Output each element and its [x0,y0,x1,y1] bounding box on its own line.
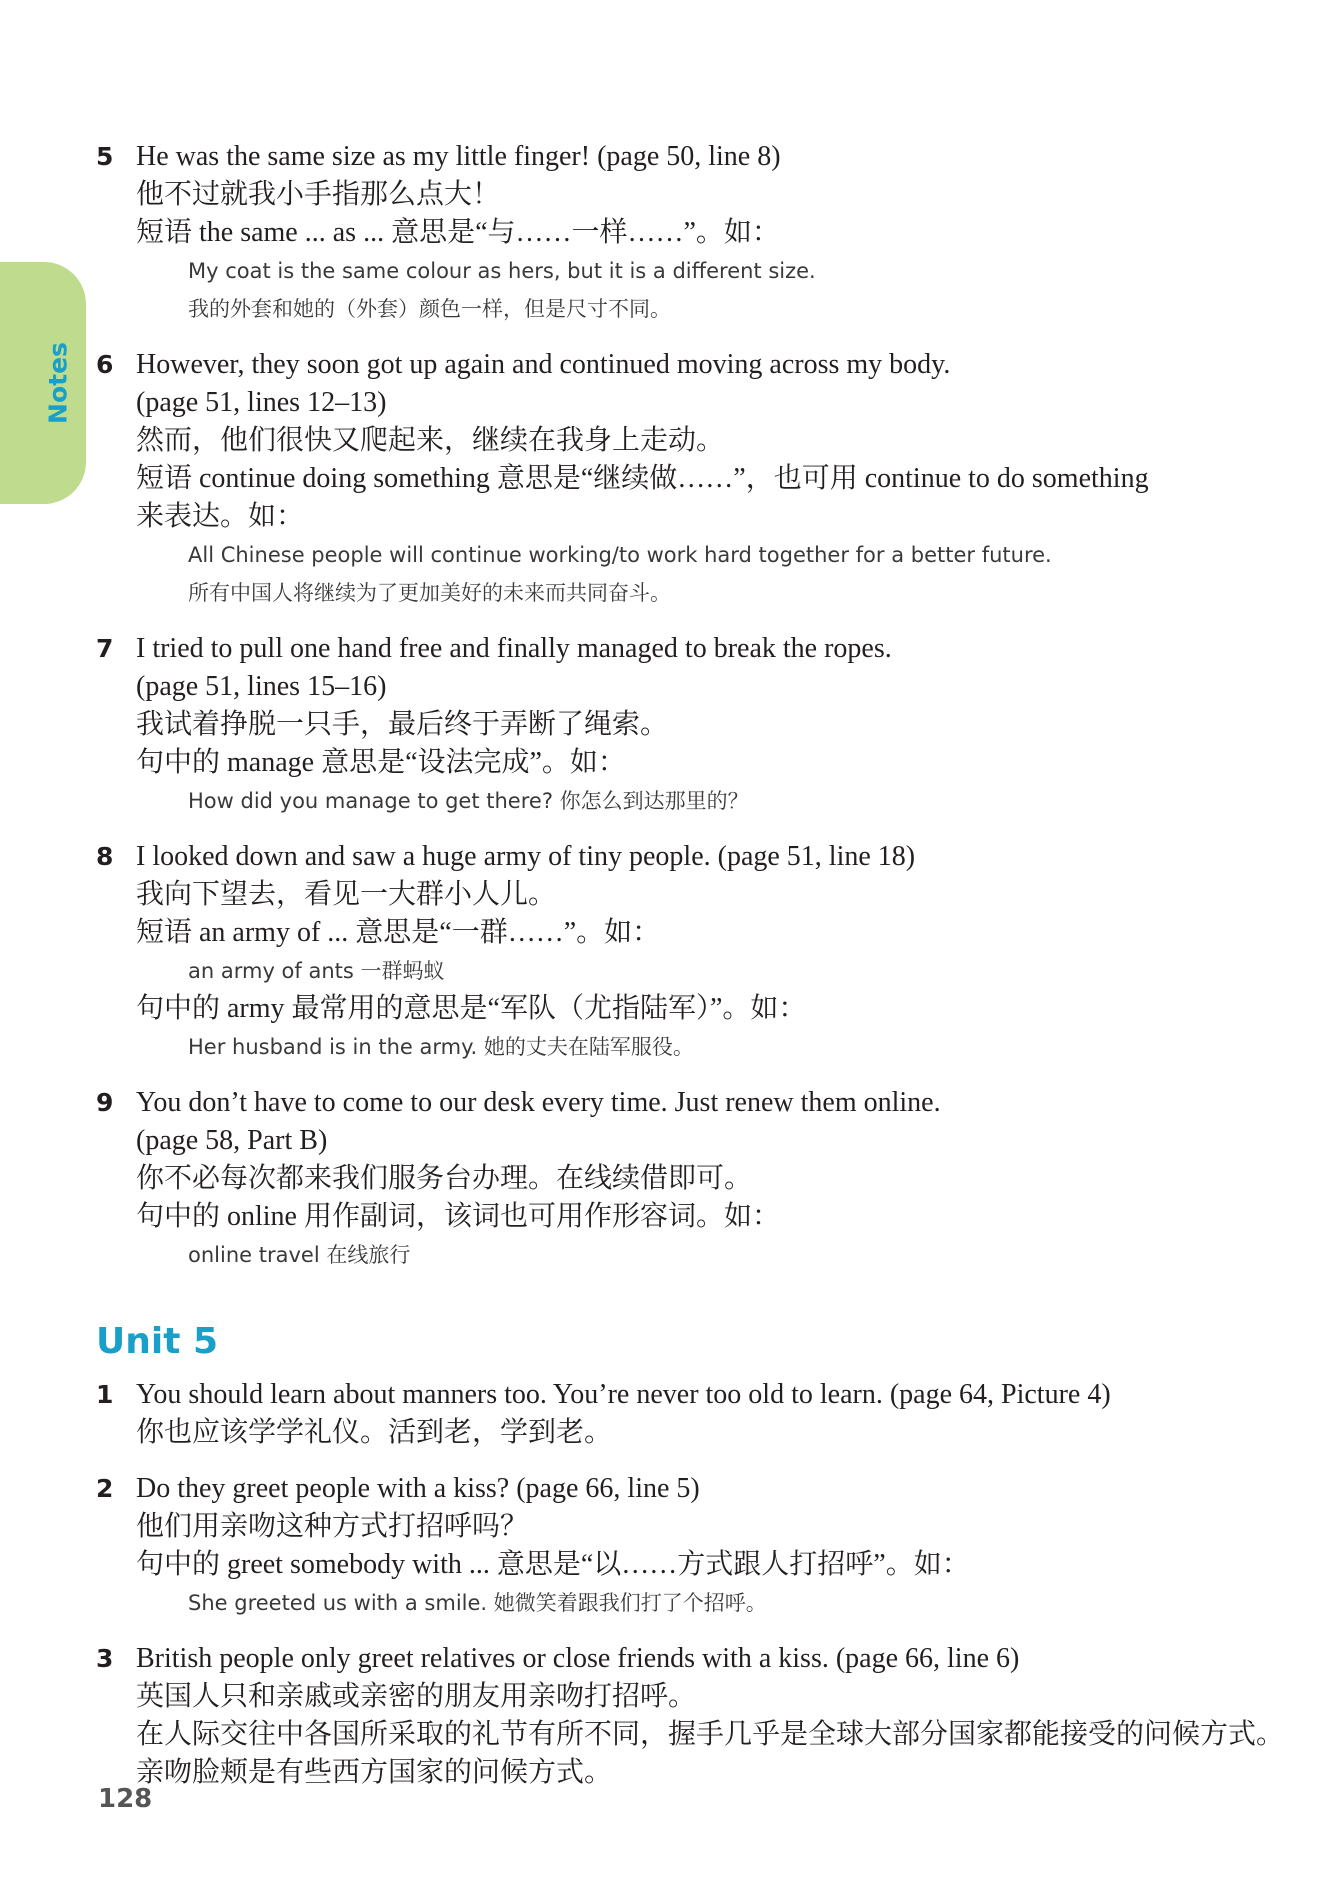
note-line: 你不必每次都来我们服务台办理。在线续借即可。 [136,1163,753,1194]
note-line: 短语 continue doing something 意思是“继续做……”，也可用 continue to do something [136,463,1149,494]
note-item [96,838,1276,1066]
unit-heading: Unit 5 [96,1321,218,1362]
note-line: 句中的 manage 意思是“设法完成”。如： [136,747,626,778]
note-item [96,1640,1285,1792]
example-line: Her husband is in the army. 她的丈夫在陆军服役。 [188,1035,694,1059]
note-line: 他不过就我小手指那么点大！ [136,179,501,210]
note-item [96,630,1276,820]
note-number: 1 [96,1380,114,1409]
note-line: You should learn about manners too. You’re never too old to learn. (page 64, Picture 4) [136,1379,1111,1410]
notes-content [96,138,1285,1810]
example-line: How did you manage to get there? 你怎么到达那里的？ [188,789,749,813]
note-item [96,1084,1276,1274]
example-line: My coat is the same colour as hers, but it is a different size. [188,259,816,283]
note-line: You don’t have to come to our desk every time. Just renew them online. [136,1087,941,1118]
note-line: I tried to pull one hand free and finally managed to break the ropes. [136,633,892,664]
note-line: (page 58, Part B) [136,1125,328,1156]
note-line: 你也应该学学礼仪。活到老，学到老。 [136,1417,613,1448]
note-number: 3 [96,1644,114,1673]
note-item [96,138,1276,328]
example-line: 我的外套和她的（外套）颜色一样，但是尺寸不同。 [188,297,671,321]
note-line: 短语 the same ... as ... 意思是“与……一样……”。如： [136,217,780,248]
note-line: 亲吻脸颊是有些西方国家的问候方式。 [136,1757,613,1788]
note-number: 9 [96,1088,114,1117]
note-line: 我向下望去，看见一大群小人儿。 [136,879,557,910]
note-number: 8 [96,842,114,871]
example-line: online travel 在线旅行 [188,1243,411,1267]
note-item [96,1470,1276,1622]
note-number: 2 [96,1474,114,1503]
example-line: an army of ants 一群蚂蚁 [188,959,445,983]
note-line: I looked down and saw a huge army of tiny people. (page 51, line 18) [136,841,916,872]
example-line: She greeted us with a smile. 她微笑着跟我们打了个招呼。 [188,1591,767,1615]
note-line: 英国人只和亲戚或亲密的朋友用亲吻打招呼。 [136,1681,697,1712]
note-item [96,1376,1276,1452]
notes-tab-label: Notes [43,342,73,424]
notes-group-unit5 [96,1376,1285,1792]
note-line: Do they greet people with a kiss? (page 66, line 5) [136,1473,700,1504]
note-number: 5 [96,142,114,171]
note-line: 句中的 greet somebody with ... 意思是“以……方式跟人打招呼”。如： [136,1549,970,1580]
notes-group-unit4 [96,138,1276,1274]
note-line: British people only greet relatives or close friends with a kiss. (page 66, line 6) [136,1643,1020,1674]
note-line: However, they soon got up again and continued moving across my body. [136,349,951,380]
note-line: 他们用亲吻这种方式打招呼吗？ [136,1511,529,1542]
note-line: (page 51, lines 12–13) [136,387,387,418]
note-number: 7 [96,634,114,663]
note-line: 句中的 online 用作副词，该词也可用作形容词。如： [136,1201,780,1232]
note-line: 来表达。如： [136,501,305,532]
example-line: 所有中国人将继续为了更加美好的未来而共同奋斗。 [188,581,671,605]
page-number: 128 [98,1784,153,1814]
note-line: 在人际交往中各国所采取的礼节有所不同，握手几乎是全球大部分国家都能接受的问候方式。 [136,1719,1285,1750]
example-line: All Chinese people will continue working/to work hard together for a better future. [188,543,1052,567]
note-line: He was the same size as my little finger! (page 50, line 8) [136,141,781,172]
note-line: (page 51, lines 15–16) [136,671,387,702]
note-line: 我试着挣脱一只手，最后终于弄断了绳索。 [136,709,669,740]
note-item [96,346,1276,612]
note-number: 6 [96,350,114,379]
note-line: 短语 an army of ... 意思是“一群……”。如： [136,917,661,948]
note-line: 句中的 army 最常用的意思是“军队（尤指陆军）”。如： [136,993,807,1024]
note-line: 然而，他们很快又爬起来，继续在我身上走动。 [136,425,725,456]
